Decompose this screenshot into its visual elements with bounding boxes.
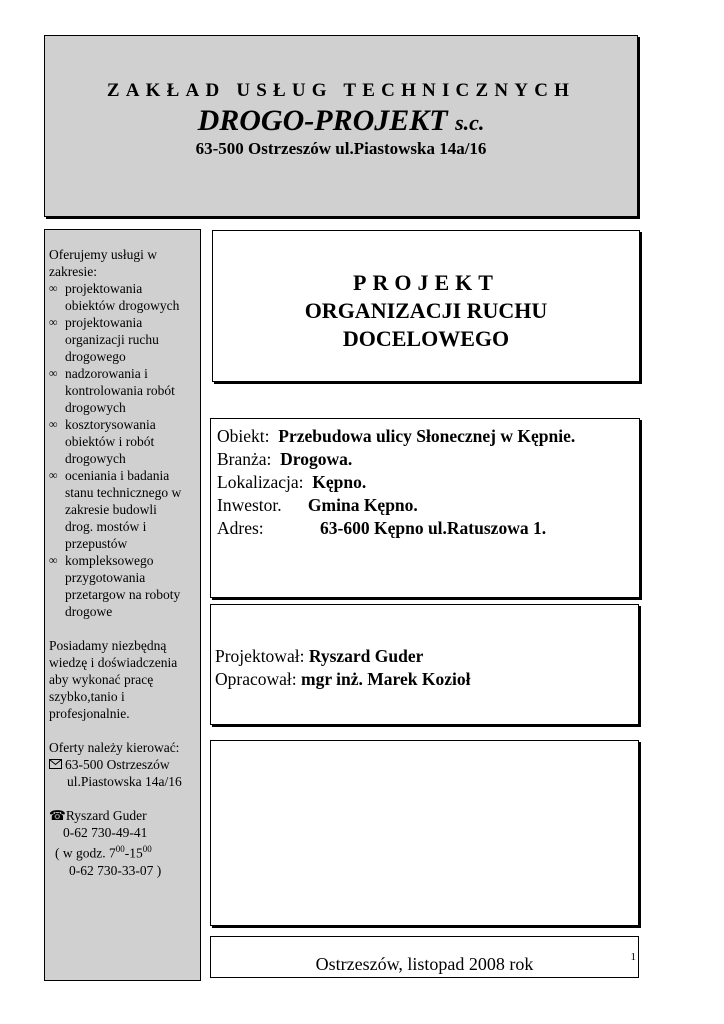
lokalizacja-label: Lokalizacja: bbox=[217, 472, 304, 492]
list-item bbox=[49, 314, 196, 365]
place-date: Ostrzeszów, listopad 2008 rok bbox=[315, 954, 534, 974]
service-line: nadzorowania i bbox=[65, 366, 148, 381]
contact-line bbox=[49, 807, 196, 824]
services-sidebar bbox=[44, 229, 201, 981]
service-line: drog. mostów i bbox=[65, 519, 147, 534]
list-item bbox=[49, 365, 196, 416]
service-line: drogowych bbox=[65, 451, 126, 466]
empty-box bbox=[210, 740, 639, 926]
projektowal-value: Ryszard Guder bbox=[308, 646, 424, 666]
company-line: ZAKŁAD USŁUG TECHNICZNYCH bbox=[106, 80, 576, 101]
firm-suffix: s.c. bbox=[455, 110, 485, 135]
service-line: drogowych bbox=[65, 400, 126, 415]
projektowal-label: Projektował: bbox=[215, 646, 305, 666]
firm-name bbox=[45, 104, 637, 138]
obiekt-row bbox=[217, 425, 639, 448]
branza-row bbox=[217, 448, 639, 471]
contact-name: Ryszard Guder bbox=[65, 808, 147, 823]
service-line: projektowania bbox=[65, 281, 143, 296]
phone-icon: ☎ bbox=[49, 808, 66, 823]
hours-sup: 00 bbox=[115, 844, 125, 854]
designers-box bbox=[210, 604, 639, 725]
knowledge-line: szybko,tanio i bbox=[49, 689, 125, 704]
offers-label: Oferty należy kierować: bbox=[49, 740, 180, 755]
branza-label: Branża: bbox=[217, 449, 272, 469]
offers-postal-text: 63-500 Ostrzeszów bbox=[65, 757, 170, 772]
opracowal-label: Opracował: bbox=[215, 669, 297, 689]
office-hours bbox=[49, 841, 196, 862]
knowledge-line: Posiadamy niezbędną bbox=[49, 638, 167, 653]
company-header bbox=[44, 35, 638, 217]
service-line: przepustów bbox=[65, 536, 128, 551]
service-line: kontrolowania robót bbox=[65, 383, 175, 398]
knowledge-line: aby wykonać pracę bbox=[49, 672, 154, 687]
project-title-line2: ORGANIZACJI RUCHU bbox=[304, 298, 548, 323]
project-title-line1: PROJEKT bbox=[353, 270, 499, 295]
project-title-line3: DOCELOWEGO bbox=[342, 326, 510, 351]
service-line: drogowe bbox=[65, 604, 113, 619]
service-line: przetargow na roboty bbox=[65, 587, 181, 602]
inwestor-label: Inwestor. bbox=[217, 495, 282, 515]
obiekt-label: Obiekt: bbox=[217, 426, 270, 446]
list-item bbox=[49, 467, 196, 552]
infinity-bullet-icon: ∞ bbox=[49, 417, 58, 431]
firm-address: 63-500 Ostrzeszów ul.Piastowska 14a/16 bbox=[195, 139, 487, 158]
envelope-icon bbox=[49, 756, 65, 773]
service-line: przygotowania bbox=[65, 570, 146, 585]
intro-line: Oferujemy usługi w bbox=[49, 247, 157, 262]
service-line: projektowania bbox=[65, 315, 143, 330]
inwestor-value: Gmina Kępno. bbox=[307, 495, 418, 515]
service-line: stanu technicznego w bbox=[65, 485, 182, 500]
knowledge-line: wiedzę i doświadczenia bbox=[49, 655, 178, 670]
branza-value: Drogowa. bbox=[280, 449, 353, 469]
projektowal-row bbox=[215, 645, 638, 668]
service-line: obiektów i robót bbox=[65, 434, 155, 449]
hours-mid: -15 bbox=[124, 845, 143, 861]
opracowal-row bbox=[215, 668, 638, 691]
opracowal-value: mgr inż. Marek Kozioł bbox=[301, 669, 471, 689]
offers-street: ul.Piastowska 14a/16 bbox=[67, 774, 182, 789]
phone-number-2: 0-62 730-33-07 ) bbox=[69, 862, 162, 878]
list-item bbox=[49, 280, 196, 314]
adres-value: 63-600 Kępno ul.Ratuszowa 1. bbox=[320, 518, 547, 538]
hours-sup: 00 bbox=[142, 844, 152, 854]
infinity-bullet-icon: ∞ bbox=[49, 553, 58, 567]
infinity-bullet-icon: ∞ bbox=[49, 468, 58, 482]
lokalizacja-value: Kępno. bbox=[312, 472, 367, 492]
service-line: organizacji ruchu bbox=[65, 332, 159, 347]
service-line: oceniania i badania bbox=[65, 468, 170, 483]
service-line: zakresie budowli bbox=[65, 502, 157, 517]
service-line: obiektów drogowych bbox=[65, 298, 180, 313]
obiekt-value: Przebudowa ulicy Słonecznej w Kępnie. bbox=[278, 426, 576, 446]
project-title-box bbox=[212, 230, 640, 382]
offers-postal bbox=[49, 756, 196, 773]
inwestor-row bbox=[217, 494, 639, 517]
intro-line: zakresie: bbox=[49, 264, 97, 279]
knowledge-line: profesjonalnie. bbox=[49, 706, 130, 721]
footer-box bbox=[210, 936, 639, 978]
phone-number-1: 0-62 730-49-41 bbox=[63, 825, 148, 840]
infinity-bullet-icon: ∞ bbox=[49, 315, 58, 329]
services-list bbox=[49, 280, 196, 620]
list-item bbox=[49, 552, 196, 620]
adres-row bbox=[217, 517, 639, 540]
service-line: kosztorysowania bbox=[65, 417, 156, 432]
page-number: 1 bbox=[630, 951, 636, 963]
hours-prefix: ( w godz. 7 bbox=[55, 845, 116, 861]
infinity-bullet-icon: ∞ bbox=[49, 366, 58, 380]
firm-name-text: DROGO-PROJEKT bbox=[197, 104, 448, 137]
lokalizacja-row bbox=[217, 471, 639, 494]
list-item bbox=[49, 416, 196, 467]
infinity-bullet-icon: ∞ bbox=[49, 281, 58, 295]
service-line: drogowego bbox=[65, 349, 126, 364]
adres-label: Adres: bbox=[217, 518, 264, 538]
object-info-box bbox=[210, 418, 640, 598]
service-line: kompleksowego bbox=[65, 553, 154, 568]
